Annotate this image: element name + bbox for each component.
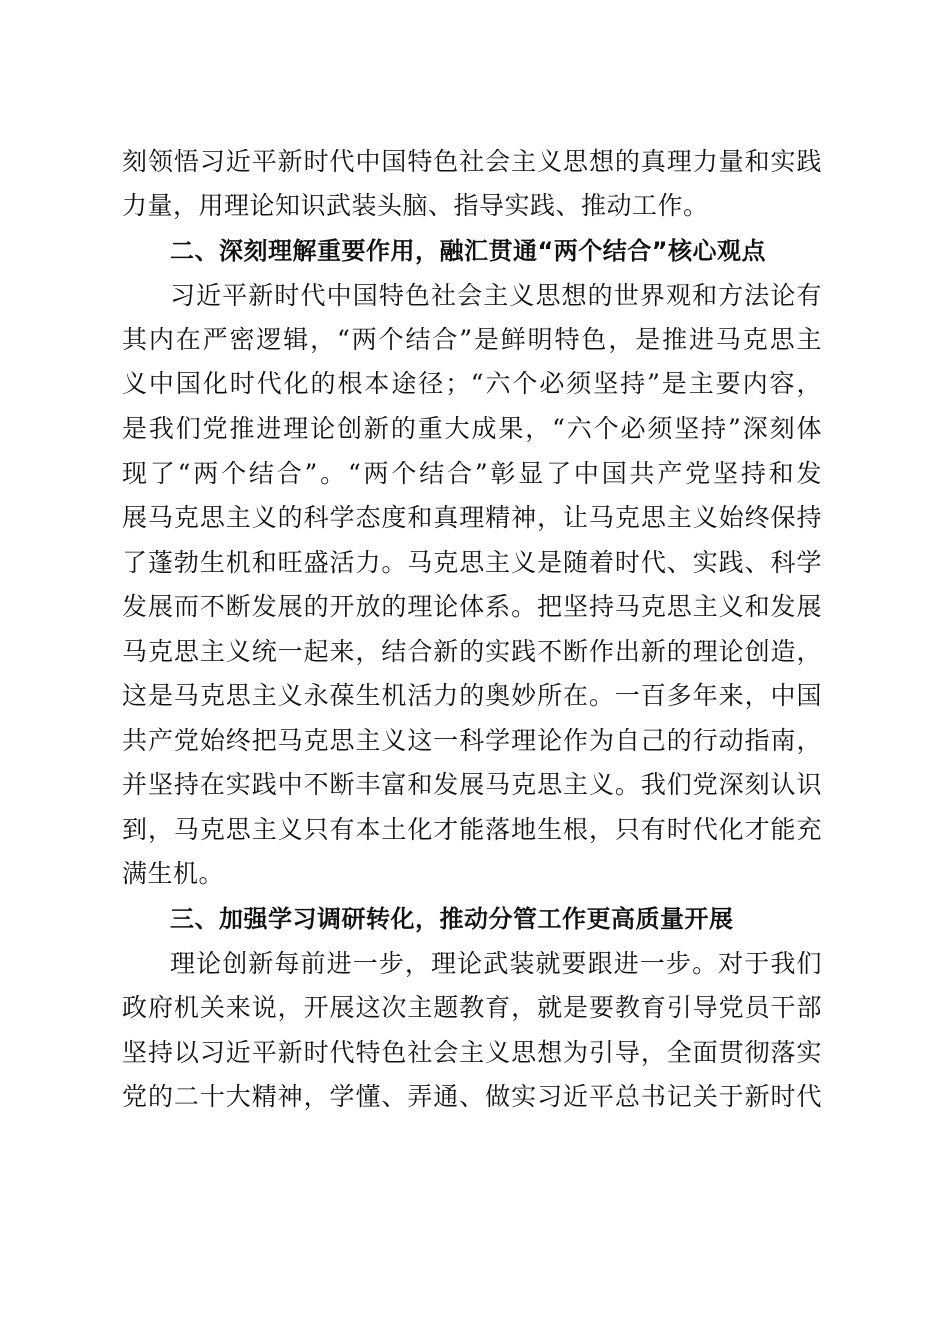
paragraph-line: 理论创新每前进一步，理论武装就要跟进一步。对于我们: [170, 949, 822, 978]
paragraph-line: 现了“两个结合”。“两个结合”彰显了中国共产党坚持和发: [122, 459, 822, 488]
section-heading-2: 二、深刻理解重要作用，融汇贯通“两个结合”核心观点: [170, 237, 767, 265]
paragraph-line: 刻领悟习近平新时代中国特色社会主义思想的真理力量和实践: [122, 147, 822, 176]
paragraph-line: 共产党始终把马克思主义这一科学理论作为自己的行动指南，: [122, 726, 822, 755]
paragraph-line: 满生机。: [122, 859, 225, 888]
paragraph-line: 坚持以习近平新时代特色社会主义思想为引导，全面贯彻落实: [122, 1038, 822, 1067]
paragraph-line: 习近平新时代中国特色社会主义思想的世界观和方法论有: [170, 281, 822, 310]
paragraph-line: 发展而不断发展的开放的理论体系。把坚持马克思主义和发展: [122, 592, 822, 621]
paragraph-line: 展马克思主义的科学态度和真理精神，让马克思主义始终保持: [122, 503, 822, 532]
paragraph-line: 是我们党推进理论创新的重大成果，“六个必须坚持”深刻体: [122, 414, 822, 443]
paragraph-line: 马克思主义统一起来，结合新的实践不断作出新的理论创造，: [122, 637, 822, 666]
paragraph-line: 了蓬勃生机和旺盛活力。马克思主义是随着时代、实践、科学: [122, 548, 822, 577]
paragraph-line: 并坚持在实践中不断丰富和发展马克思主义。我们党深刻认识: [122, 770, 822, 799]
paragraph-line: 这是马克思主义永葆生机活力的奥妙所在。一百多年来，中国: [122, 681, 822, 710]
section-heading-3: 三、加强学习调研转化，推动分管工作更高质量开展: [170, 905, 734, 933]
paragraph-line: 政府机关来说，开展这次主题教育，就是要教育引导党员干部: [122, 993, 822, 1022]
paragraph-line: 到，马克思主义只有本土化才能落地生根，只有时代化才能充: [122, 815, 822, 844]
paragraph-line: 其内在严密逻辑，“两个结合”是鲜明特色，是推进马克思主: [122, 325, 822, 354]
paragraph-line: 义中国化时代化的根本途径；“六个必须坚持”是主要内容，: [122, 369, 822, 398]
paragraph-line: 力量，用理论知识武装头脑、指导实践、推动工作。: [122, 191, 709, 220]
paragraph-line: 党的二十大精神，学懂、弄通、做实习近平总书记关于新时代: [122, 1082, 822, 1111]
